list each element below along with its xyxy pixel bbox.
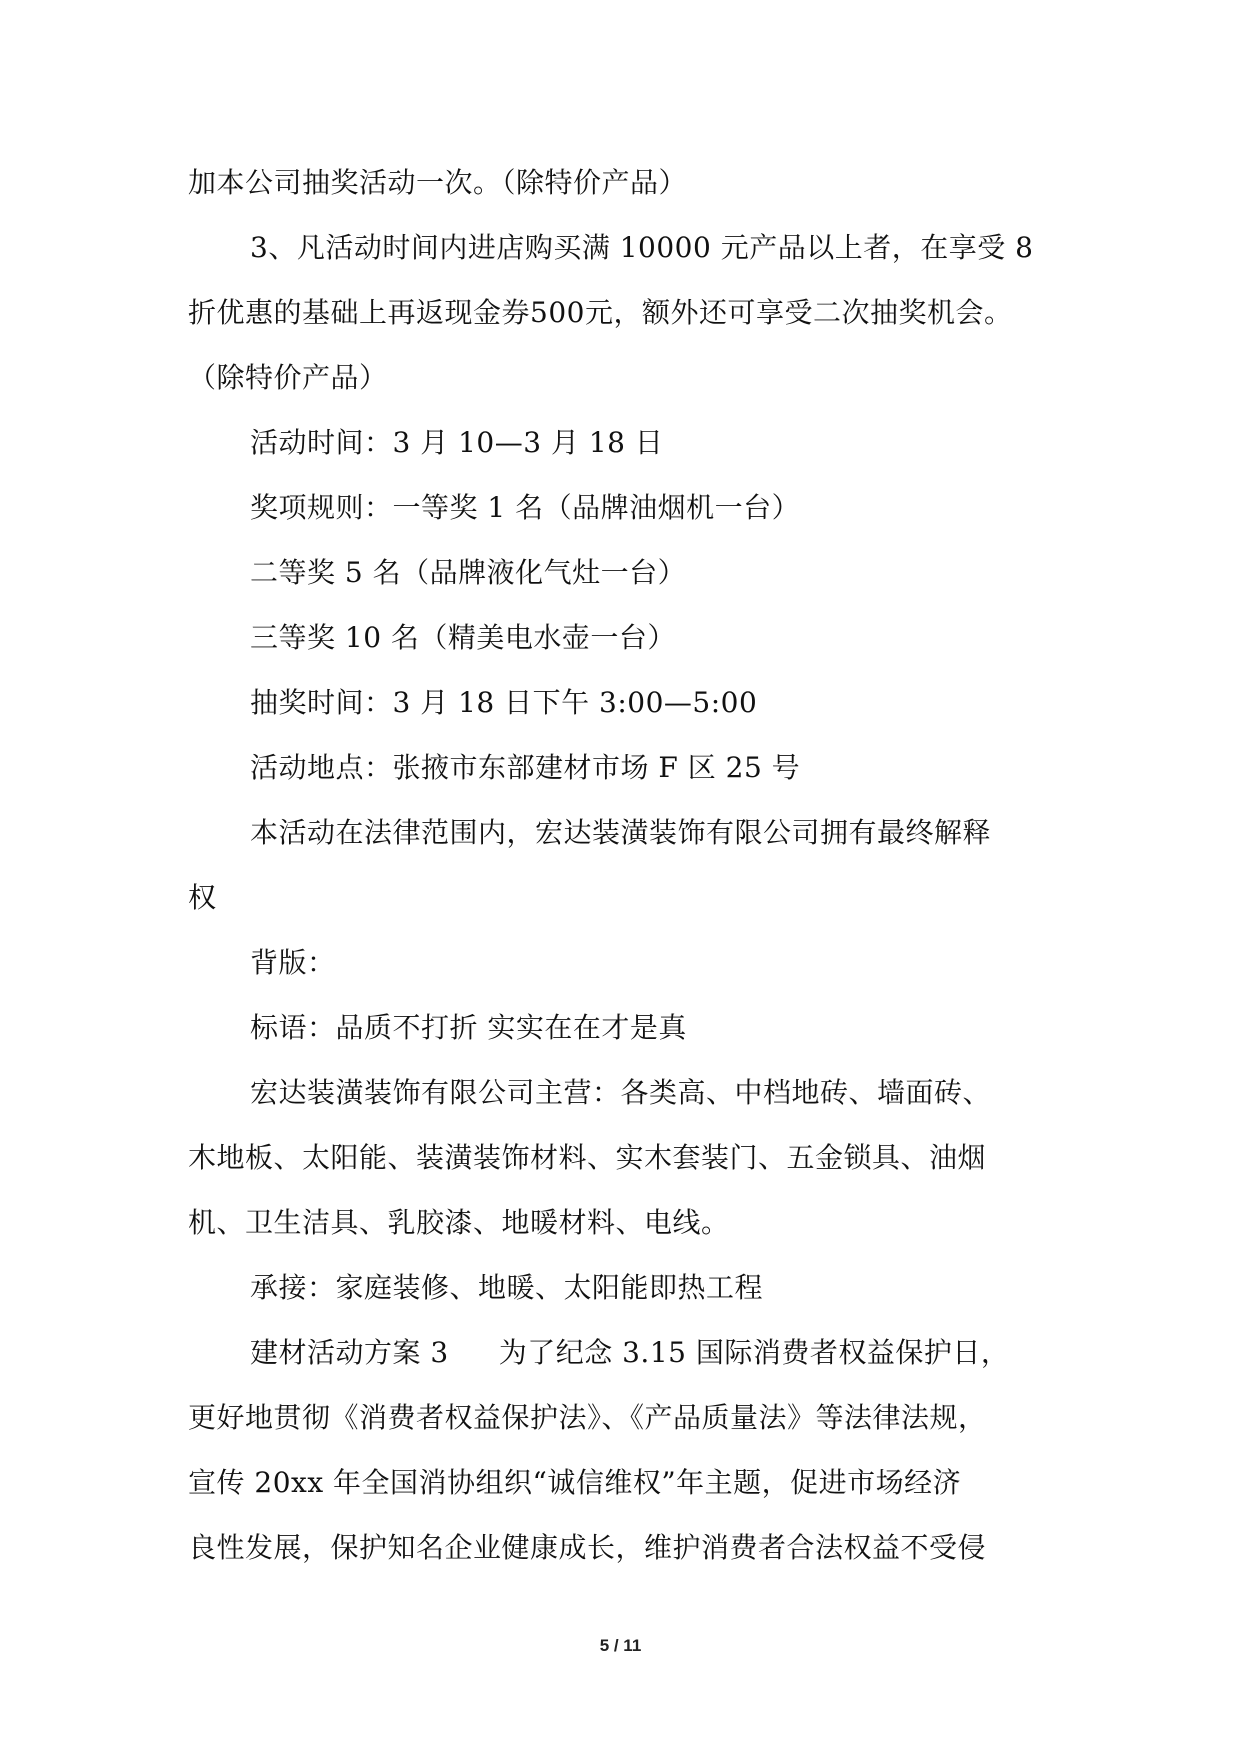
text-line: （除特价产品）	[188, 361, 388, 394]
page-number: 5 / 11	[599, 1636, 642, 1655]
section-heading-line	[188, 1320, 1088, 1385]
text-line: 奖项规则：一等奖 1 名（品牌油烟机一台）	[250, 491, 801, 524]
text-line: 宏达装潢装饰有限公司主营：各类高、中档地砖、墙面砖、	[250, 1076, 992, 1109]
text-line: 机、卫生洁具、乳胶漆、地暖材料、电线。	[188, 1206, 730, 1239]
text-line: 加本公司抽奖活动一次。（除特价产品）	[188, 166, 688, 199]
text-line: 三等奖 10 名（精美电水壶一台）	[250, 621, 676, 654]
text-line: 活动时间：3 月 10—3 月 18 日	[250, 426, 664, 459]
text-line: 3、凡活动时间内进店购买满 10000 元产品以上者，在享受 8	[250, 231, 1034, 264]
section-heading: 建材活动方案 3	[250, 1336, 449, 1369]
text-line: 抽奖时间：3 月 18 日下午 3:00—5:00	[250, 686, 758, 719]
text-line: 二等奖 5 名（品牌液化气灶一台）	[250, 556, 687, 589]
text-line: 背版：	[250, 946, 336, 979]
text-line: 宣传 20xx 年全国消协组织“诚信维权”年主题，促进市场经济	[188, 1466, 962, 1499]
text-line: 承接：家庭装修、地暖、太阳能即热工程	[250, 1271, 764, 1304]
text-line: 良性发展，保护知名企业健康成长，维护消费者合法权益不受侵	[188, 1531, 987, 1564]
text-line: 折优惠的基础上再返现金券500元，额外还可享受二次抽奖机会。	[188, 296, 1013, 329]
text-line: 本活动在法律范围内，宏达装潢装饰有限公司拥有最终解释	[250, 816, 992, 849]
text-line: 更好地贯彻《消费者权益保护法》、《产品质量法》等法律法规，	[188, 1401, 987, 1434]
section-first-line: 为了纪念 3.15 国际消费者权益保护日，	[498, 1336, 1010, 1369]
document-body	[188, 150, 1088, 1580]
text-line: 木地板、太阳能、装潢装饰材料、实木套装门、五金锁具、油烟	[188, 1141, 987, 1174]
text-line: 权	[188, 881, 217, 914]
text-line: 标语：品质不打折 实实在在才是真	[250, 1011, 687, 1044]
text-line: 活动地点：张掖市东部建材市场 F 区 25 号	[250, 751, 801, 784]
